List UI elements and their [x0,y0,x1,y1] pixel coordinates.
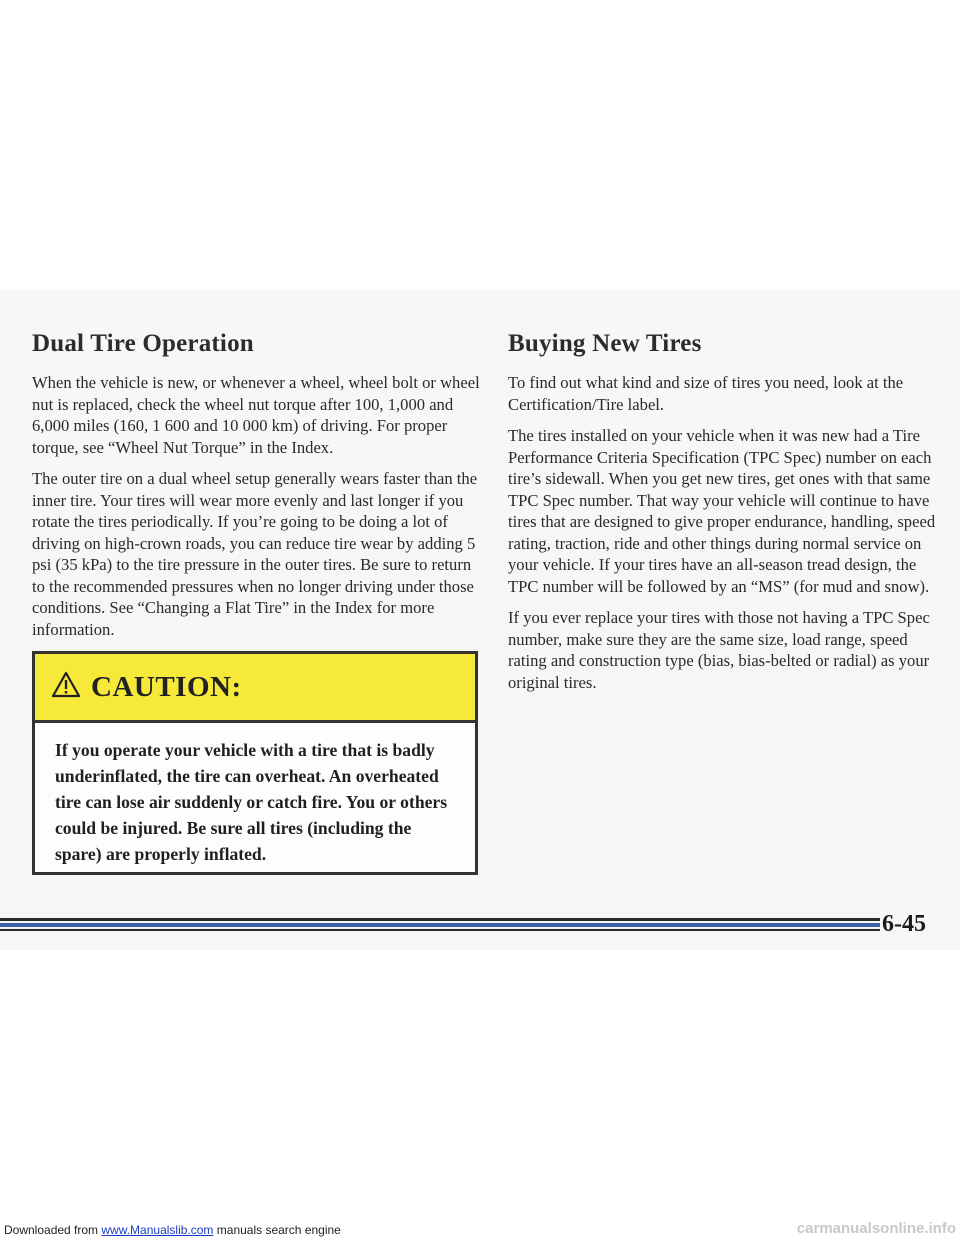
credit-suffix: manuals search engine [213,1223,341,1237]
caution-box [32,651,478,875]
manualslib-link[interactable]: www.Manualslib.com [101,1223,214,1237]
caution-header [35,654,475,723]
caution-text: If you operate your vehicle with a tire that is badly underinflated, the tire can overheat. An overheated tire can lose air suddenly or catch fire. You or others could be injured. Be sure all tires (including the spare) are properly inflated. [55,740,448,864]
download-credit [4,1223,341,1237]
paragraph-outer-tire-wear: The outer tire on a dual wheel setup generally wears faster than the inner tire. Your tires will wear more evenly and last longer if you rotate the tires periodically. If you’re going to be doing a lot of driving on high-crown roads, you can reduce tire wear by adding 5 psi (35 kPa) to the tire pressure in the outer tires. Be sure to return to the recommended pressures when no longer driving under those conditions. See “Changing a Flat Tire” in the Index for more information. [32,469,478,639]
section-heading-dual-tire-operation: Dual Tire Operation [32,330,254,357]
credit-prefix: Downloaded from [4,1223,102,1237]
paragraph-replace-tires: If you ever replace your tires with those not having a TPC Spec number, make sure they are the same size, load range, speed rating and construction type (bias, bias-belted or radial) as your original tires. [508,608,930,692]
page-number: 6-45 [882,911,926,937]
paragraph-tpc-spec: The tires installed on your vehicle when it was new had a Tire Performance Criteria Specification (TPC Spec) number on each tire’s sidewall. When you get new tires, get ones with that same TPC Spec number. That way your vehicle will continue to have tires that are designed to give proper endurance, handling, speed rating, traction, ride and other things during normal service on your vehicle. If your tires have an all-season tread design, the TPC number will be followed by an “MS” (for mud and snow). [508,426,936,596]
caution-title: CAUTION: [91,670,242,703]
watermark-text: carmanualsonline.info [796,1220,956,1237]
download-footer [0,1220,960,1242]
paragraph-wheel-nut-torque: When the vehicle is new, or whenever a wheel, wheel bolt or wheel nut is replaced, check the wheel nut torque after 100, 1,000 and 6,000 miles (160, 1 600 and 10 000 km) of driving. For proper torque, see “Wheel Nut Torque” in the Index. [32,373,480,457]
footer-rule [0,915,880,935]
paragraph-certification-label: To find out what kind and size of tires you need, look at the Certification/Tire label. [508,373,904,414]
section-heading-buying-new-tires: Buying New Tires [508,330,702,357]
right-column [508,330,936,703]
left-column [32,330,482,650]
warning-triangle-icon [51,671,91,703]
